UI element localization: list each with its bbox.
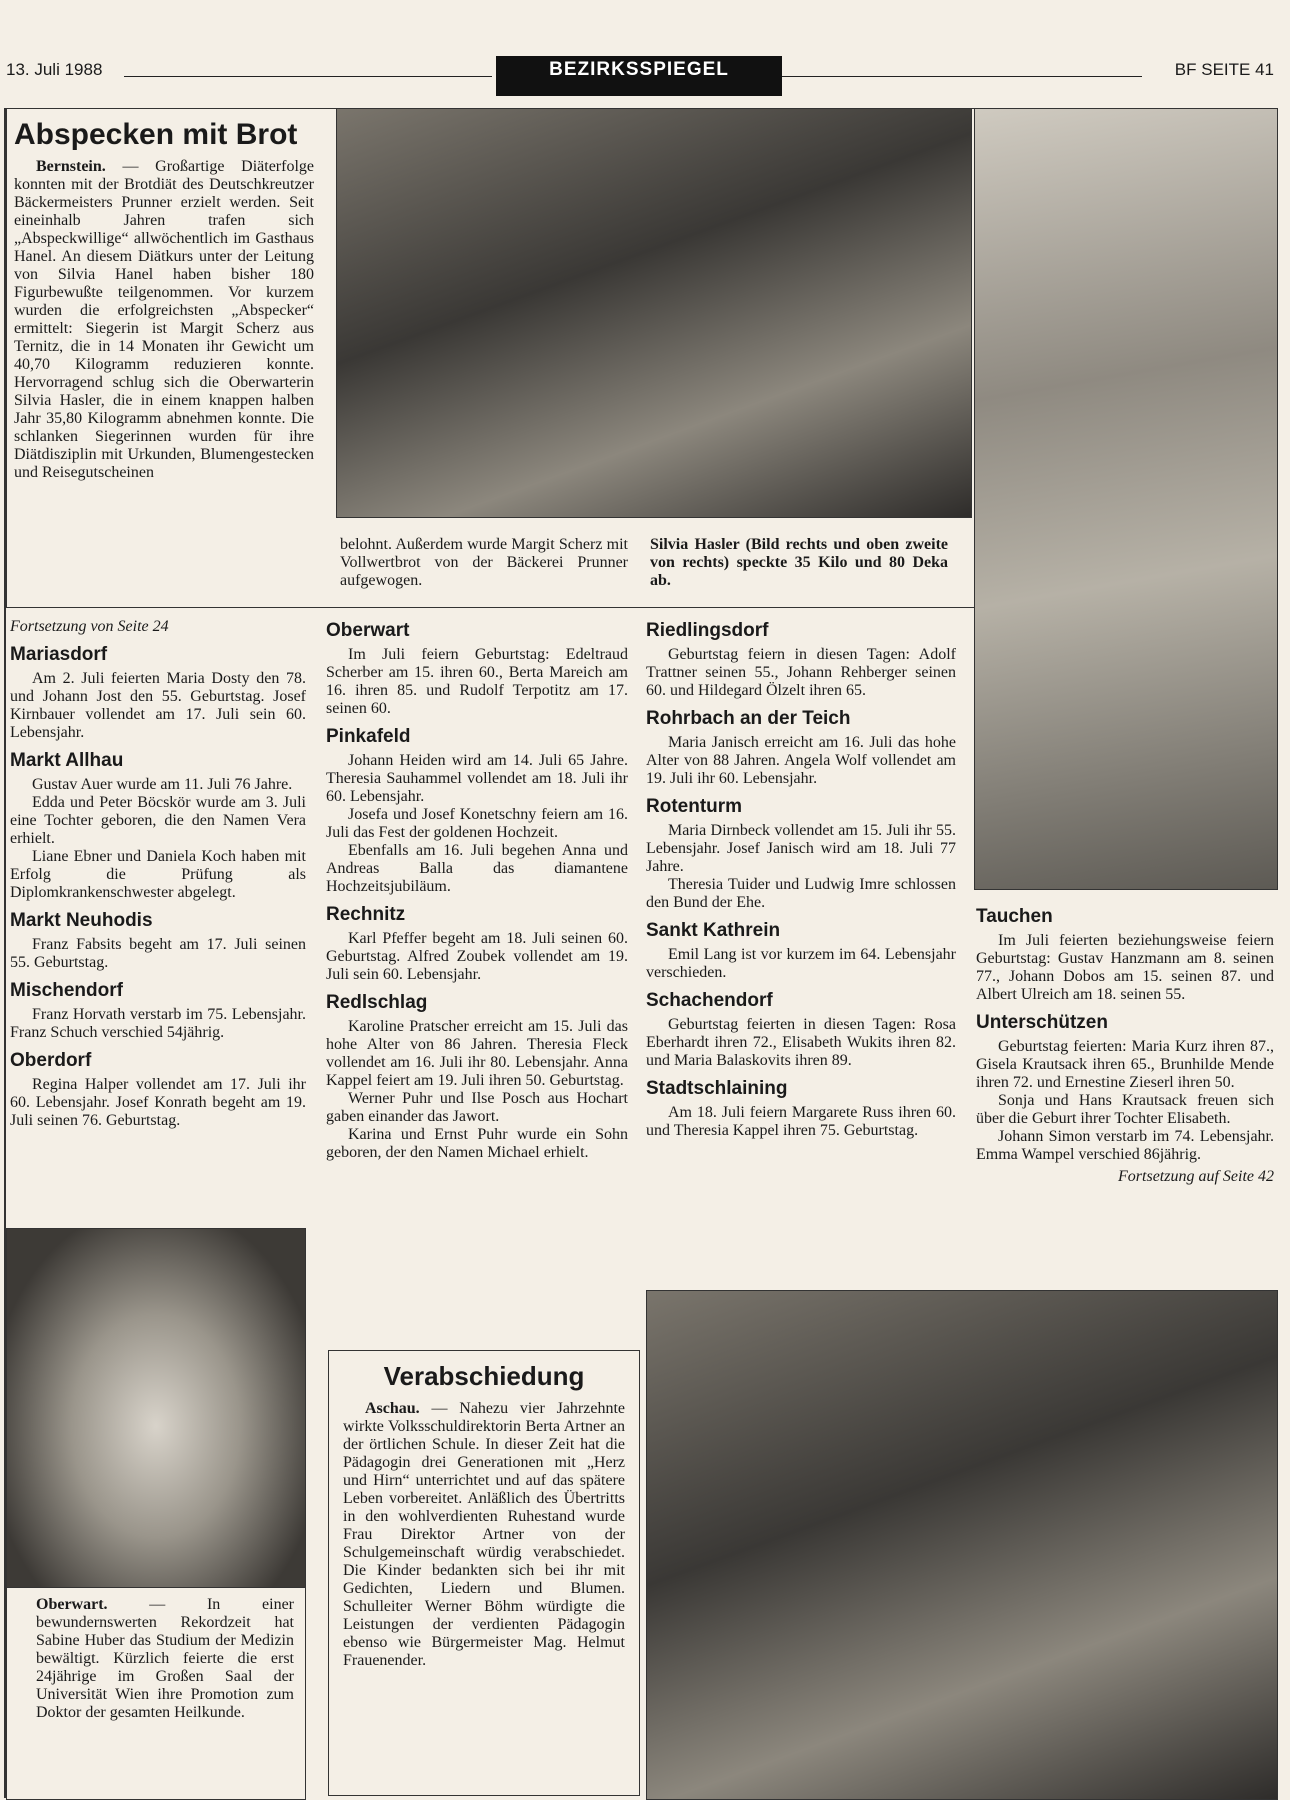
oberwart-dateline: Oberwart.: [36, 1596, 108, 1613]
fortsetzung-label: Fortsetzung von Seite 24: [10, 618, 169, 635]
section-paragraph: Franz Fabsits begeht am 17. Juli seinen 55. Geburtstag.: [10, 936, 306, 971]
photo-caption: Silvia Hasler (Bild rechts und oben zweite von rechts) speckte 35 Kilo und 80 Deka ab.: [650, 536, 948, 589]
section-heading: Markt Neuhodis: [10, 910, 153, 931]
column-1: [10, 618, 306, 1130]
section-heading: Riedlingsdorf: [646, 620, 769, 641]
portrait-photo-silvia-hasler: [974, 108, 1278, 890]
fortsetzung-next: Fortsetzung auf Seite 42: [1118, 1168, 1274, 1185]
section-body: [976, 1038, 1274, 1164]
column-4: [976, 898, 1274, 1186]
column-1-sections: [10, 644, 306, 1130]
header-rule-left: [124, 76, 492, 77]
section-paragraph: Emil Lang ist vor kurzem im 64. Lebensjahr verschieden.: [646, 946, 956, 981]
section-body: [10, 1076, 306, 1130]
section-paragraph: Im Juli feierten beziehungsweise feiern Geburtstag: Gustav Hanzmann am 8. seinen 77., Johann Dobos am 15. seinen 87. und Albert Ulreich am 18. seinen 55.: [976, 932, 1274, 1003]
portrait-photo-sabine-huber: [6, 1228, 306, 1588]
column-3: [646, 612, 956, 1140]
section-paragraph: Am 18. Juli feiern Margarete Russ ihren 60. und Theresia Kappel ihren 75. Geburtstag.: [646, 1104, 956, 1139]
section-paragraph: Theresia Tuider und Ludwig Imre schlossen den Bund der Ehe.: [646, 876, 956, 911]
section-paragraph: Ebenfalls am 16. Juli begehen Anna und Andreas Balla das diamantene Hochzeitsjubiläum.: [326, 842, 628, 895]
section-heading: Stadtschlaining: [646, 1078, 788, 1099]
section-body: [10, 936, 306, 972]
section-body: [10, 1006, 306, 1042]
group-photo: [336, 108, 972, 518]
section-paragraph: Im Juli feiern Geburtstag: Edeltraud Scherber am 15. ihren 60., Berta Mareich am 16. ihren 85. und Rudolf Terpotitz am 17. seinen 60.: [326, 646, 628, 717]
section-title: BEZIRKSSPIEGEL: [496, 56, 782, 96]
section-paragraph: Edda und Peter Böcskör wurde am 3. Juli eine Tochter geboren, die den Namen Vera erhielt.: [10, 794, 306, 847]
section-paragraph: Johann Simon verstarb im 74. Lebensjahr. Emma Wampel verschied 86jährig.: [976, 1128, 1274, 1163]
section-body: [646, 734, 956, 788]
column-3-sections: [646, 620, 956, 1140]
section-paragraph: Karoline Pratscher erreicht am 15. Juli das hohe Alter von 86 Jahren. Theresia Fleck vollendet am 16. Juli ihr 80. Lebensjahr. Anna Kappel feiert am 19. Juli ihren 50. Geburtstag.: [326, 1018, 628, 1089]
section-heading: Rotenturm: [646, 796, 743, 817]
section-paragraph: Sonja und Hans Krautsack freuen sich über die Geburt ihrer Tochter Elisabeth.: [976, 1092, 1274, 1127]
section-paragraph: Franz Horvath verstarb im 75. Lebensjahr. Franz Schuch verschied 54jährig.: [10, 1006, 306, 1041]
article-text-col2: belohnt. Außerdem wurde Margit Scherz mit Vollwertbrot von der Bäckerei Prunner aufgewogen.: [340, 536, 628, 589]
section-heading: Mischendorf: [10, 980, 123, 1001]
section-heading: Schachendorf: [646, 990, 773, 1011]
section-paragraph: Gustav Auer wurde am 11. Juli 76 Jahre.: [32, 776, 293, 793]
section-paragraph: Regina Halper vollendet am 17. Juli ihr 60. Lebensjahr. Josef Konrath begeht am 19. Juli seinen 76. Geburtstag.: [10, 1076, 306, 1129]
verabschiedung-dateline: Aschau.: [365, 1400, 420, 1417]
column-4-sections: [976, 906, 1274, 1164]
section-heading: Rechnitz: [326, 904, 406, 925]
dateline: Bernstein.: [36, 158, 106, 175]
article-title: Abspecken mit Brot: [14, 118, 298, 151]
page-number: BF SEITE 41: [1174, 60, 1274, 79]
section-paragraph: Geburtstag feierten in diesen Tagen: Rosa Eberhardt ihren 72., Elisabeth Wukits ihren 82. und Maria Balaskovits ihren 89.: [646, 1016, 956, 1069]
column-2-sections: [326, 620, 628, 1162]
section-paragraph: Geburtstag feiern in diesen Tagen: Adolf Trattner seinen 55., Johann Rehberger seinen 60. und Hildegard Ölzelt ihren 65.: [646, 646, 956, 699]
oberwart-text: Oberwart. — In einer bewundernswerten Rekordzeit hat Sabine Huber das Studium der Medizin bewältigt. Kürzlich feierte die erst 24jährige im Großen Saal der Universität Wien ihre Promotion zum Doktor der gesamten Heilkunde.: [36, 1596, 294, 1721]
header-rule-right: [782, 76, 1142, 77]
section-heading: Sankt Kathrein: [646, 920, 781, 941]
section-body: [10, 776, 306, 902]
section-body: [646, 822, 956, 912]
section-heading: Unterschützen: [976, 1012, 1108, 1033]
section-heading: Oberdorf: [10, 1050, 92, 1071]
verabschiedung-box: Verabschiedung Aschau. — Nahezu vier Jahrzehnte wirkte Volksschuldirektorin Berta Artner an der örtlichen Schule. In dieser Zeit hat die Pädagogin drei Generationen mit „Herz und Hirn“ unterrichtet und auf das spätere Leben vorbereitet. Anläßlich des Übertritts in den wohlverdienten Ruhestand wurde Frau Direktor Artner von der Schulgemeinschaft würdig verabschiedet. Die Kinder bedankten sich bei ihr mit Gedichten, Liedern und Blumen. Schulleiter Werner Böhm würdigte die Leistungen der verdienten Pädagogin ebenso wie Bürgermeister Mag. Helmut Frauenender.: [328, 1350, 640, 1796]
section-paragraph: Josefa und Josef Konetschny feiern am 16. Juli das Fest der goldenen Hochzeit.: [326, 806, 628, 841]
section-heading: Pinkafeld: [326, 726, 411, 747]
section-body: [326, 930, 628, 984]
section-paragraph: Liane Ebner und Daniela Koch haben mit Erfolg die Prüfung als Diplomkrankenschwester abgelegt.: [10, 848, 306, 901]
section-body: [646, 646, 956, 700]
section-paragraph: Karl Pfeffer begeht am 18. Juli seinen 60. Geburtstag. Alfred Zoubek vollendet am 19. Juli sein 60. Lebensjahr.: [326, 930, 628, 983]
section-paragraph: Am 2. Juli feierten Maria Dosty den 78. und Johann Jost den 55. Geburtstag. Josef Kirnbauer vollendet am 17. Juli sein 60. Lebensjahr.: [10, 670, 306, 741]
section-body: [326, 1018, 628, 1162]
section-body: [646, 1016, 956, 1070]
section-heading: Oberwart: [326, 620, 410, 641]
section-heading: Mariasdorf: [10, 644, 108, 665]
section-paragraph: Maria Dirnbeck vollendet am 15. Juli ihr 55. Lebensjahr. Josef Janisch wird am 18. Juli 77 Jahre.: [646, 822, 956, 875]
section-body: [326, 646, 628, 718]
section-body: [10, 670, 306, 742]
section-paragraph: Geburtstag feierten: Maria Kurz ihren 87., Gisela Krautsack ihren 65., Brunhilde Mende ihren 72. und Ernestine Zieserl ihren 50.: [976, 1038, 1274, 1091]
section-paragraph: Karina und Ernst Puhr wurde ein Sohn geboren, der den Namen Michael erhielt.: [326, 1126, 628, 1161]
section-paragraph: Werner Puhr und Ilse Posch aus Hochart gaben einander das Jawort.: [326, 1090, 628, 1125]
section-heading: Tauchen: [976, 906, 1053, 927]
section-heading: Markt Allhau: [10, 750, 124, 771]
article-abspecken: [14, 118, 314, 482]
section-body: [976, 932, 1274, 1004]
section-paragraph: Johann Heiden wird am 14. Juli 65 Jahre. Theresia Sauhammel vollendet am 18. Juli ihr 60. Lebensjahr.: [326, 752, 628, 805]
issue-date: 13. Juli 1988: [6, 60, 103, 79]
section-body: [646, 1104, 956, 1140]
verabschiedung-title: Verabschiedung: [383, 1361, 585, 1391]
column-2: [326, 612, 628, 1162]
section-heading: Rohrbach an der Teich: [646, 708, 851, 729]
article-text-col1: — Großartige Diäterfolge konnten mit der Brotdiät des Deutschkreutzer Bäckermeisters Prunner erzielt werden. Seit eineinhalb Jahren trafen sich „Abspeckwillige“ allwöchentlich im Gasthaus Hanel. An diesem Diätkurs unter der Leitung von Silvia Hanel haben bisher 180 Figurbewußte teilgenommen. Vor kurzem wurden die erfolgreichsten „Abspecker“ ermittelt: Siegerin ist Margit Scherz aus Ternitz, die in 14 Monaten ihr Gewicht um 40,70 Kilogramm reduzieren konnte. Hervorragend schlug sich die Oberwarterin Silvia Hasler, die in einem knappen halben Jahr 35,80 Kilogramm abnehmen konnte. Die schlanken Siegerinnen wurden für ihre Diätdisziplin mit Urkunden, Blumengestecken und Reisegutscheinen: [14, 158, 314, 481]
section-body: [326, 752, 628, 896]
farewell-ceremony-photo: [646, 1290, 1278, 1800]
section-body: [646, 946, 956, 982]
section-heading: Redlschlag: [326, 992, 428, 1013]
section-paragraph: Maria Janisch erreicht am 16. Juli das hohe Alter von 88 Jahren. Angela Wolf vollendet am 19. Juli ihr 60. Lebensjahr.: [646, 734, 956, 787]
